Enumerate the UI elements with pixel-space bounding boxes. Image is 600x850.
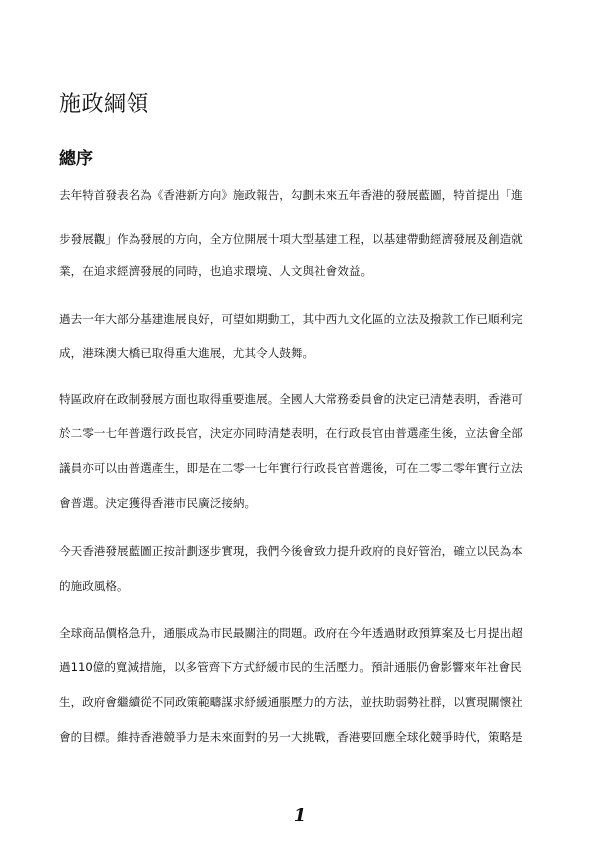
paragraph-3-line-4: 會普選。決定獲得香港市民廣泛接納。 xyxy=(59,496,257,510)
paragraph-3-line-2: 於二零一七年普選行政長官，決定亦同時清楚表明，在行政長官由普選產生後，立法會全部 xyxy=(59,426,523,440)
document-title: 施政綱領 xyxy=(59,92,150,117)
paragraph-3-line-3: 議員亦可以由普選產生，即是在二零一七年實行行政長官普選後，可在二零二零年實行立法 xyxy=(59,461,523,475)
paragraph-2-line-1: 過去一年大部分基建進展良好，可望如期動工，其中西九文化區的立法及撥款工作已順利完 xyxy=(59,312,523,326)
page-number: 1 xyxy=(293,805,307,826)
paragraph-5-line-1: 全球商品價格急升，通脹成為市民最關注的問題。政府在今年透過財政預算案及七月提出超 xyxy=(59,626,523,640)
paragraph-4-line-1: 今天香港發展藍圖正按計劃逐步實現，我們今後會致力提升政府的良好管治，確立以民為本 xyxy=(59,544,523,558)
paragraph-5-line-3: 生，政府會繼續從不同政策範疇謀求紓緩通脹壓力的方法，並扶助弱勢社群，以實現關懷社 xyxy=(59,695,523,709)
paragraph-1-line-2: 步發展觀」作為發展的方向，全方位開展十項大型基建工程，以基建帶動經濟發展及創造就 xyxy=(59,232,523,246)
paragraph-3-line-1: 特區政府在政制發展方面也取得重要進展。全國人大常務委員會的決定已清楚表明，香港可 xyxy=(59,392,523,406)
section-title: 總序 xyxy=(59,149,93,169)
paragraph-5-line-4: 會的目標。維持香港競爭力是未來面對的另一大挑戰，香港要回應全球化競爭時代，策略是 xyxy=(59,730,523,744)
paragraph-1-line-1: 去年特首發表名為《香港新方向》施政報告，勾劃未來五年香港的發展藍圖，特首提出「進 xyxy=(59,188,523,202)
paragraph-4-line-2: 的施政風格。 xyxy=(59,579,129,593)
paragraph-5-line-2: 過110億的寬減措施，以多管齊下方式紓緩市民的生活壓力。預計通脹仍會影響來年社會民 xyxy=(59,660,522,674)
paragraph-1-line-3: 業，在追求經濟發展的同時，也追求環境、人文與社會效益。 xyxy=(59,264,373,278)
paragraph-2-line-2: 成，港珠澳大橋已取得重大進展，尤其令人鼓舞。 xyxy=(59,346,315,360)
